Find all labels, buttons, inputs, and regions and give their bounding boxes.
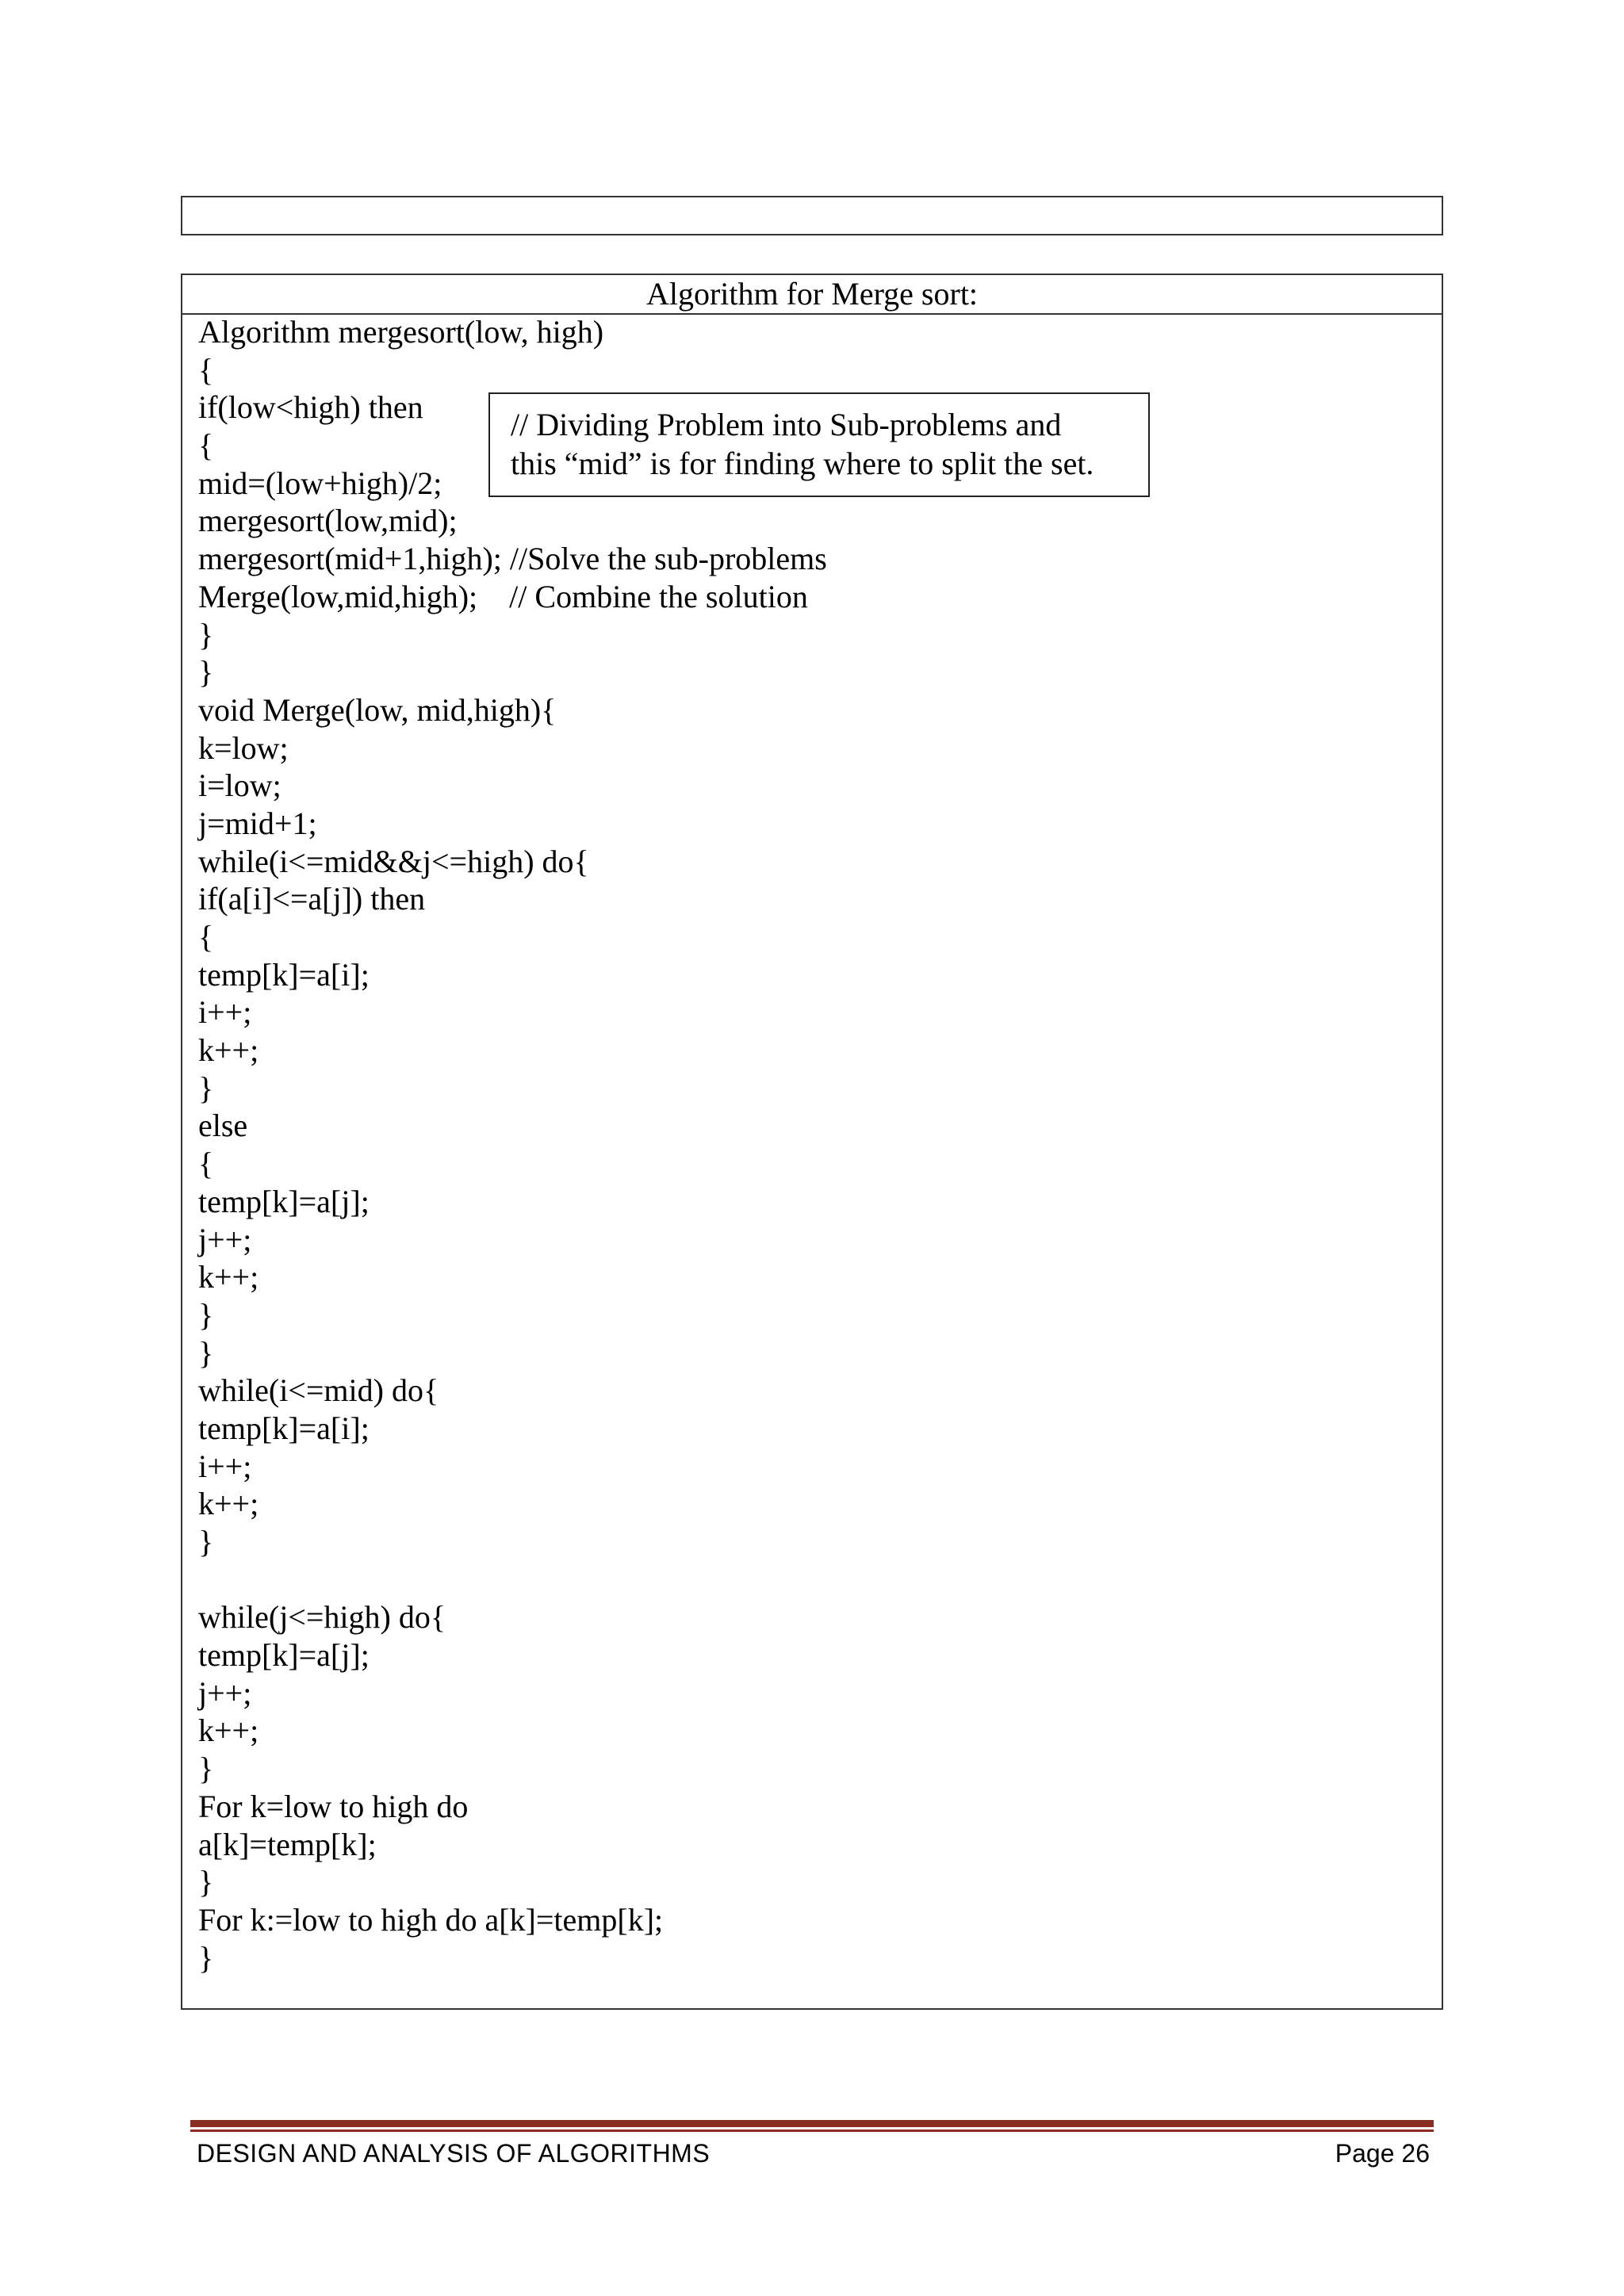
code-line: For k=low to high do bbox=[198, 1788, 469, 1824]
code-line: if(a[i]<=a[j]) then bbox=[198, 881, 426, 917]
code-line: } bbox=[198, 616, 214, 652]
code-line: Merge(low,mid,high); // Combine the solution bbox=[198, 578, 808, 614]
empty-table-box bbox=[181, 196, 1443, 235]
code-line: } bbox=[198, 1296, 214, 1333]
code-listing bbox=[198, 313, 827, 1976]
code-line: k++; bbox=[198, 1486, 259, 1522]
code-line: mid=(low+high)/2; bbox=[198, 465, 442, 501]
page-number: Page 26 bbox=[1335, 2139, 1430, 2168]
code-line bbox=[198, 1561, 827, 1599]
code-line: while(j<=high) do{ bbox=[198, 1599, 446, 1636]
code-line: For k:=low to high do a[k]=temp[k]; bbox=[198, 1901, 664, 1938]
code-line: j++; bbox=[198, 1221, 252, 1257]
code-line: while(i<=mid&&j<=high) do{ bbox=[198, 843, 589, 879]
comment-line-1: // Dividing Problem into Sub-problems and bbox=[511, 407, 1062, 442]
code-line: } bbox=[198, 1334, 214, 1371]
comment-box bbox=[488, 392, 1150, 497]
code-line: temp[k]=a[j]; bbox=[198, 1637, 370, 1674]
code-line: temp[k]=a[i]; bbox=[198, 956, 370, 993]
code-line: } bbox=[198, 1524, 214, 1559]
code-line: k++; bbox=[198, 1712, 259, 1749]
code-line: } bbox=[198, 1864, 214, 1900]
comment-line-2: this “mid” is for finding where to split the set. bbox=[511, 446, 1094, 481]
code-line: Algorithm mergesort(low, high) bbox=[198, 314, 604, 350]
code-line: { bbox=[198, 427, 214, 464]
code-line: i++; bbox=[198, 1448, 252, 1484]
code-line: k++; bbox=[198, 1032, 259, 1069]
code-line: k=low; bbox=[198, 729, 289, 766]
code-line: k++; bbox=[198, 1259, 259, 1295]
footer-title: DESIGN AND ANALYSIS OF ALGORITHMS bbox=[197, 2139, 710, 2168]
code-line: { bbox=[198, 1146, 214, 1182]
code-line: if(low<high) then bbox=[198, 389, 423, 426]
code-line: mergesort(mid+1,high); //Solve the sub-problems bbox=[198, 541, 827, 577]
code-line: temp[k]=a[j]; bbox=[198, 1183, 370, 1219]
code-line: } bbox=[198, 1070, 214, 1106]
code-line: } bbox=[198, 1751, 214, 1787]
code-line: a[k]=temp[k]; bbox=[198, 1826, 377, 1862]
footer-rule bbox=[190, 2120, 1434, 2127]
code-line: j=mid+1; bbox=[198, 805, 317, 841]
algorithm-header: Algorithm for Merge sort: bbox=[182, 275, 1442, 315]
code-line: } bbox=[198, 1939, 214, 1976]
algorithm-box bbox=[181, 274, 1443, 2010]
code-line: mergesort(low,mid); bbox=[198, 503, 458, 539]
code-line: i=low; bbox=[198, 767, 282, 804]
code-line: { bbox=[198, 919, 214, 955]
footer-rule-thin bbox=[190, 2130, 1434, 2132]
code-line: void Merge(low, mid,high){ bbox=[198, 691, 557, 728]
code-line: j++; bbox=[198, 1674, 252, 1711]
code-line: else bbox=[198, 1108, 248, 1144]
code-line: i++; bbox=[198, 994, 252, 1031]
code-line: temp[k]=a[i]; bbox=[198, 1410, 370, 1446]
code-line: } bbox=[198, 654, 214, 691]
code-line: while(i<=mid) do{ bbox=[198, 1372, 439, 1409]
code-line: { bbox=[198, 351, 214, 388]
